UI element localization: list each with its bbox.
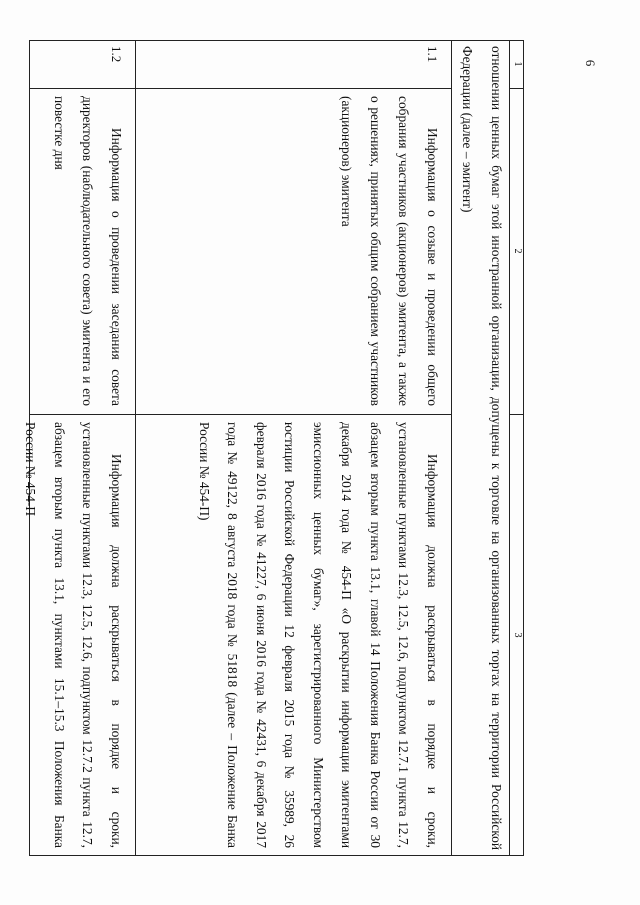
row-1-1-requirement: Информация должна раскрываться в порядке и сроки, установленные пунктами 12.3, 12.5, 12.6, подпунктом 12.7.1 пункта 12.7, абзацем вторым пункта 13.1, главой 14 Положения Банка России от 30 декабря 2014 года № 454-П «О раскрытии информации эмитентами эмиссионных ценных бумаг», зарегистрированного Министерством юстиции Российской Федерации 12 февраля 2015 года № 35989, 26 февраля 2016 года № 41227, 6 июня 2016 года № 42431, 6 декабря 2017 года № 49122, 8 августа 2018 года № 51818 (далее – Положение Банка России № 454-П) [197, 422, 440, 848]
intro-text: отношении ценных бумаг этой иностранной организации, допущены к торговле на организованных торгах на территории Российской Федерации (далее – эмитент) [460, 46, 504, 850]
page-number: 6 [583, 59, 598, 67]
header-col-1: 1 [512, 61, 523, 67]
row-number-1-2: 1.2 [109, 46, 124, 63]
intro-bottom-line [451, 40, 452, 856]
row-1-1-description: Информация о созыве и проведении общего собрания участников (акционеров) эмитента, а также о решениях, принятых общим собранием участников (акционеров) эмитента [339, 96, 440, 406]
column-divider-2 [29, 414, 452, 415]
row-1-2-requirement: Информация должна раскрываться в порядке и сроки, установленные пунктами 12.3, 12.5, 12.6, подпунктом 12.7.2 пункта 12.7, абзацем вторым пункта 13.1, пунктами 15.1–15.3 Положения Банка России № 454-П [23, 422, 124, 848]
header-col-3: 3 [512, 632, 523, 638]
row-number-1-1: 1.1 [425, 46, 440, 63]
header-col-2: 2 [512, 248, 523, 254]
rotated-table [23, 40, 524, 856]
row-1-2-description: Информация о проведении заседания совета директоров (наблюдательного совета) эмитента и его повестке дня [52, 96, 124, 406]
column-divider-1 [29, 88, 452, 89]
row-divider [135, 40, 136, 856]
